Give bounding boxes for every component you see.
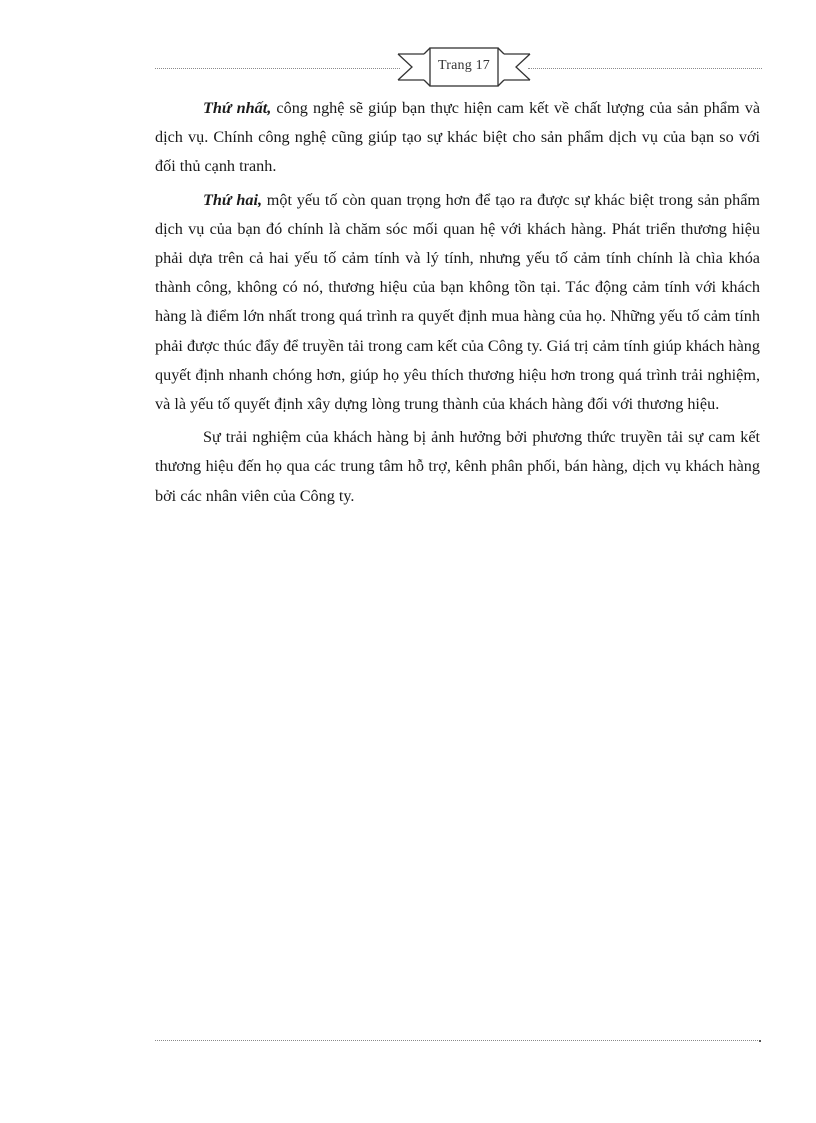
document-body	[155, 94, 760, 511]
paragraph-text: một yếu tố còn quan trọng hơn để tạo ra được sự khác biệt trong sản phẩm dịch vụ của bạn đó chính là chăm sóc mối quan hệ với khách hàng. Phát triển thương hiệu phải dựa trên cả hai yếu tố cảm tính và lý tính, nhưng yếu tố cảm tính chính là chìa khóa thành công, không có nó, thương hiệu của bạn không tồn tại. Tác động cảm tính với khách hàng là điểm lớn nhất trong quá trình ra quyết định mua hàng của họ. Những yếu tố cảm tính phải được thúc đẩy để truyền tải trong cam kết của Công ty. Giá trị cảm tính giúp khách hàng quyết định nhanh chóng hơn, giúp họ yêu thích thương hiệu hơn trong quá trình trải nghiệm, và là yếu tố quyết định xây dựng lòng trung thành của khách hàng đối với thương hiệu.	[155, 190, 760, 414]
paragraph-second	[155, 186, 760, 420]
paragraph-third	[155, 423, 760, 511]
header-rule-left	[155, 68, 400, 69]
footer-rule-end-dot	[759, 1040, 761, 1042]
paragraph-text: Sự trải nghiệm của khách hàng bị ảnh hưởng bởi phương thức truyền tải sự cam kết thương hiệu đến họ qua các trung tâm hỗ trợ, kênh phân phối, bán hàng, dịch vụ khách hàng bởi các nhân viên của Công ty.	[155, 428, 760, 505]
paragraph-lead: Thứ hai,	[203, 190, 263, 209]
paragraph-text: công nghệ sẽ giúp bạn thực hiện cam kết về chất lượng của sản phẩm và dịch vụ. Chính công nghệ cũng giúp tạo sự khác biệt cho sản phẩm dịch vụ của bạn so với đối thủ cạnh tranh.	[155, 99, 761, 176]
footer-rule	[155, 1040, 760, 1041]
page-number-badge	[394, 44, 534, 90]
header-rule-right	[528, 68, 762, 69]
paragraph-lead: Thứ nhất,	[203, 99, 272, 117]
paragraph-first	[155, 94, 760, 182]
page-number-label: Trang 17	[437, 58, 491, 73]
